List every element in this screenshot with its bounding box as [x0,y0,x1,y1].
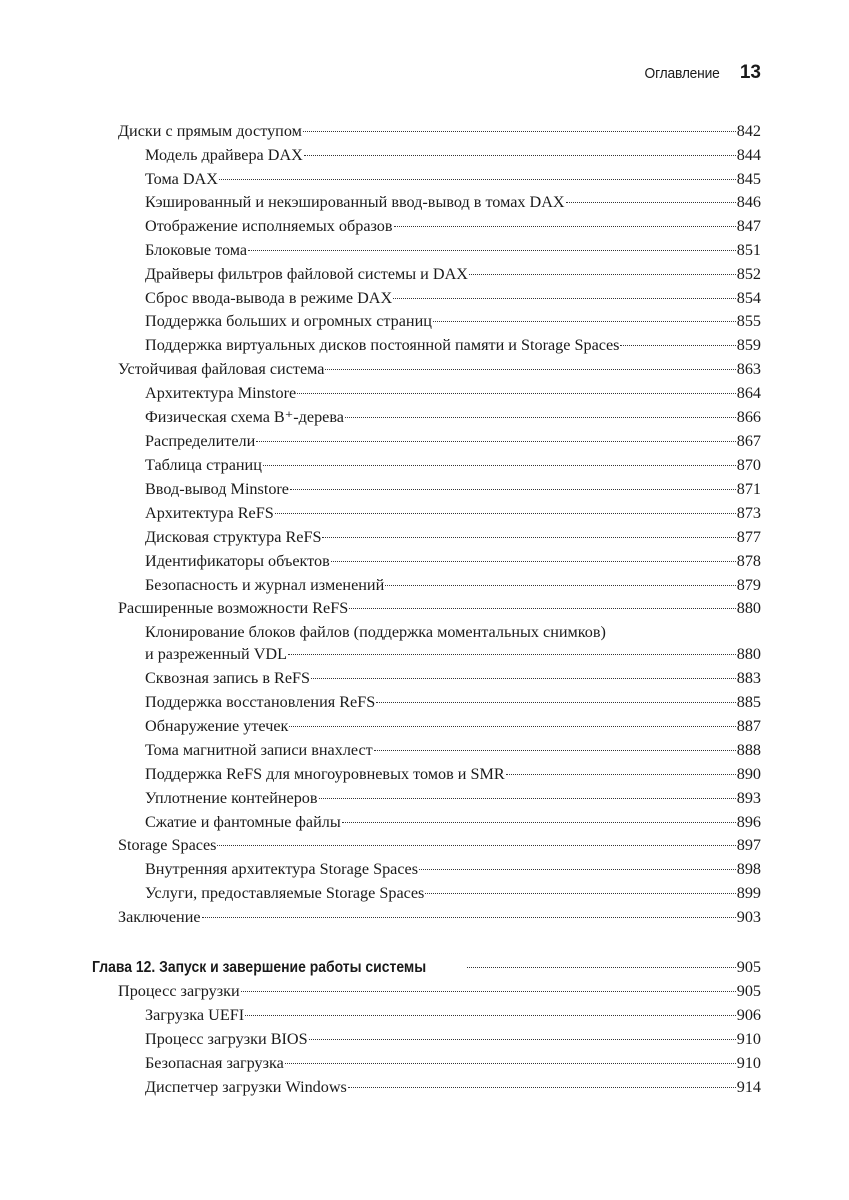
leader-dots [303,131,736,132]
toc-entry[interactable]: Архитектура ReFS 873 [145,504,761,522]
leader-dots [467,967,735,968]
toc-entry[interactable]: Поддержка виртуальных дисков постоянной памяти и Storage Spaces 859 [145,336,761,354]
leader-dots [374,750,736,751]
toc-entry[interactable]: Уплотнение контейнеров 893 [145,789,761,807]
toc-entry[interactable]: Ввод-вывод Minstore 871 [145,480,761,498]
leader-dots [566,202,736,203]
leader-dots [311,678,736,679]
leader-dots [217,845,735,846]
leader-dots [202,917,736,918]
toc-entry[interactable]: Идентификаторы объектов 878 [145,552,761,570]
toc-entry[interactable]: Услуги, предоставляемые Storage Spaces 899 [145,884,761,902]
toc-entry[interactable]: Процесс загрузки BIOS 910 [145,1030,761,1048]
leader-dots [241,991,736,992]
toc-entry[interactable]: и разреженный VDL 880 [145,645,761,663]
toc-entry[interactable]: Блоковые тома 851 [145,241,761,259]
leader-dots [309,1039,736,1040]
leader-dots [289,726,735,727]
toc-entry[interactable]: Поддержка больших и огромных страниц 855 [145,312,761,330]
leader-dots [345,417,736,418]
toc-entry[interactable]: Физическая схема B⁺-дерева 866 [145,408,761,426]
toc-entry[interactable]: Тома DAX 845 [145,170,761,188]
toc-entry[interactable]: Загрузка UEFI 906 [145,1006,761,1024]
leader-dots [290,489,736,490]
running-header [638,62,761,84]
toc-entry[interactable]: Внутренняя архитектура Storage Spaces 898 [145,860,761,878]
toc-entry[interactable]: Поддержка восстановления ReFS 885 [145,693,761,711]
leader-dots [376,702,736,703]
leader-dots [469,274,736,275]
toc-chapter-entry[interactable]: Глава 12. Запуск и завершение работы системы 905 [92,958,761,976]
toc-entry[interactable]: Распределители 867 [145,432,761,450]
leader-dots [245,1015,736,1016]
toc-entry[interactable]: Сжатие и фантомные файлы 896 [145,813,761,831]
leader-dots [349,608,735,609]
leader-dots [425,893,735,894]
leader-dots [297,393,736,394]
toc-entry[interactable]: Модель драйвера DAX 844 [145,146,761,164]
toc-entry[interactable]: Диспетчер загрузки Windows 914 [145,1078,761,1096]
toc-entry-line1[interactable]: Клонирование блоков файлов (поддержка моментальных снимков) [145,623,606,641]
leader-dots [419,869,736,870]
toc-entry[interactable]: Заключение 903 [118,908,761,926]
toc-entry[interactable]: Storage Spaces 897 [118,836,761,854]
leader-dots [348,1087,736,1088]
leader-dots [506,774,736,775]
toc-entry[interactable]: Дисковая структура ReFS 877 [145,528,761,546]
toc-entry[interactable]: Сквозная запись в ReFS 883 [145,669,761,687]
leader-dots [275,513,736,514]
toc-entry[interactable]: Архитектура Minstore 864 [145,384,761,402]
leader-dots [433,321,736,322]
toc-entry[interactable]: Безопасная загрузка 910 [145,1054,761,1072]
toc-entry[interactable]: Процесс загрузки 905 [118,982,761,1000]
leader-dots [322,537,735,538]
leader-dots [620,345,735,346]
leader-dots [331,561,736,562]
toc-entry[interactable]: Тома магнитной записи внахлест 888 [145,741,761,759]
toc-entry[interactable]: Обнаружение утечек 887 [145,717,761,735]
toc-entry[interactable]: Кэшированный и некэшированный ввод-вывод в томах DAX 846 [145,193,761,211]
leader-dots [263,465,736,466]
running-header-title: Оглавление [644,65,720,82]
leader-dots [248,250,736,251]
leader-dots [219,179,736,180]
leader-dots [288,654,736,655]
leader-dots [393,298,736,299]
page-number: 13 [739,62,761,83]
toc-entry[interactable]: Устойчивая файловая система 863 [118,360,761,378]
toc-entry[interactable]: Таблица страниц 870 [145,456,761,474]
leader-dots [385,585,735,586]
toc-entry[interactable]: Сброс ввода-вывода в режиме DAX 854 [145,289,761,307]
toc-entry[interactable]: Безопасность и журнал изменений 879 [145,576,761,594]
leader-dots [304,155,736,156]
toc-entry[interactable]: Драйверы фильтров файловой системы и DAX 852 [145,265,761,283]
toc-entry[interactable]: Отображение исполняемых образов 847 [145,217,761,235]
leader-dots [319,798,736,799]
leader-dots [325,369,735,370]
toc-entry[interactable]: Поддержка ReFS для многоуровневых томов и SMR 890 [145,765,761,783]
leader-dots [342,822,736,823]
toc-entry[interactable]: Расширенные возможности ReFS 880 [118,599,761,617]
leader-dots [285,1063,736,1064]
leader-dots [394,226,736,227]
leader-dots [256,441,735,442]
toc-entry[interactable]: Диски с прямым доступом 842 [118,122,761,140]
